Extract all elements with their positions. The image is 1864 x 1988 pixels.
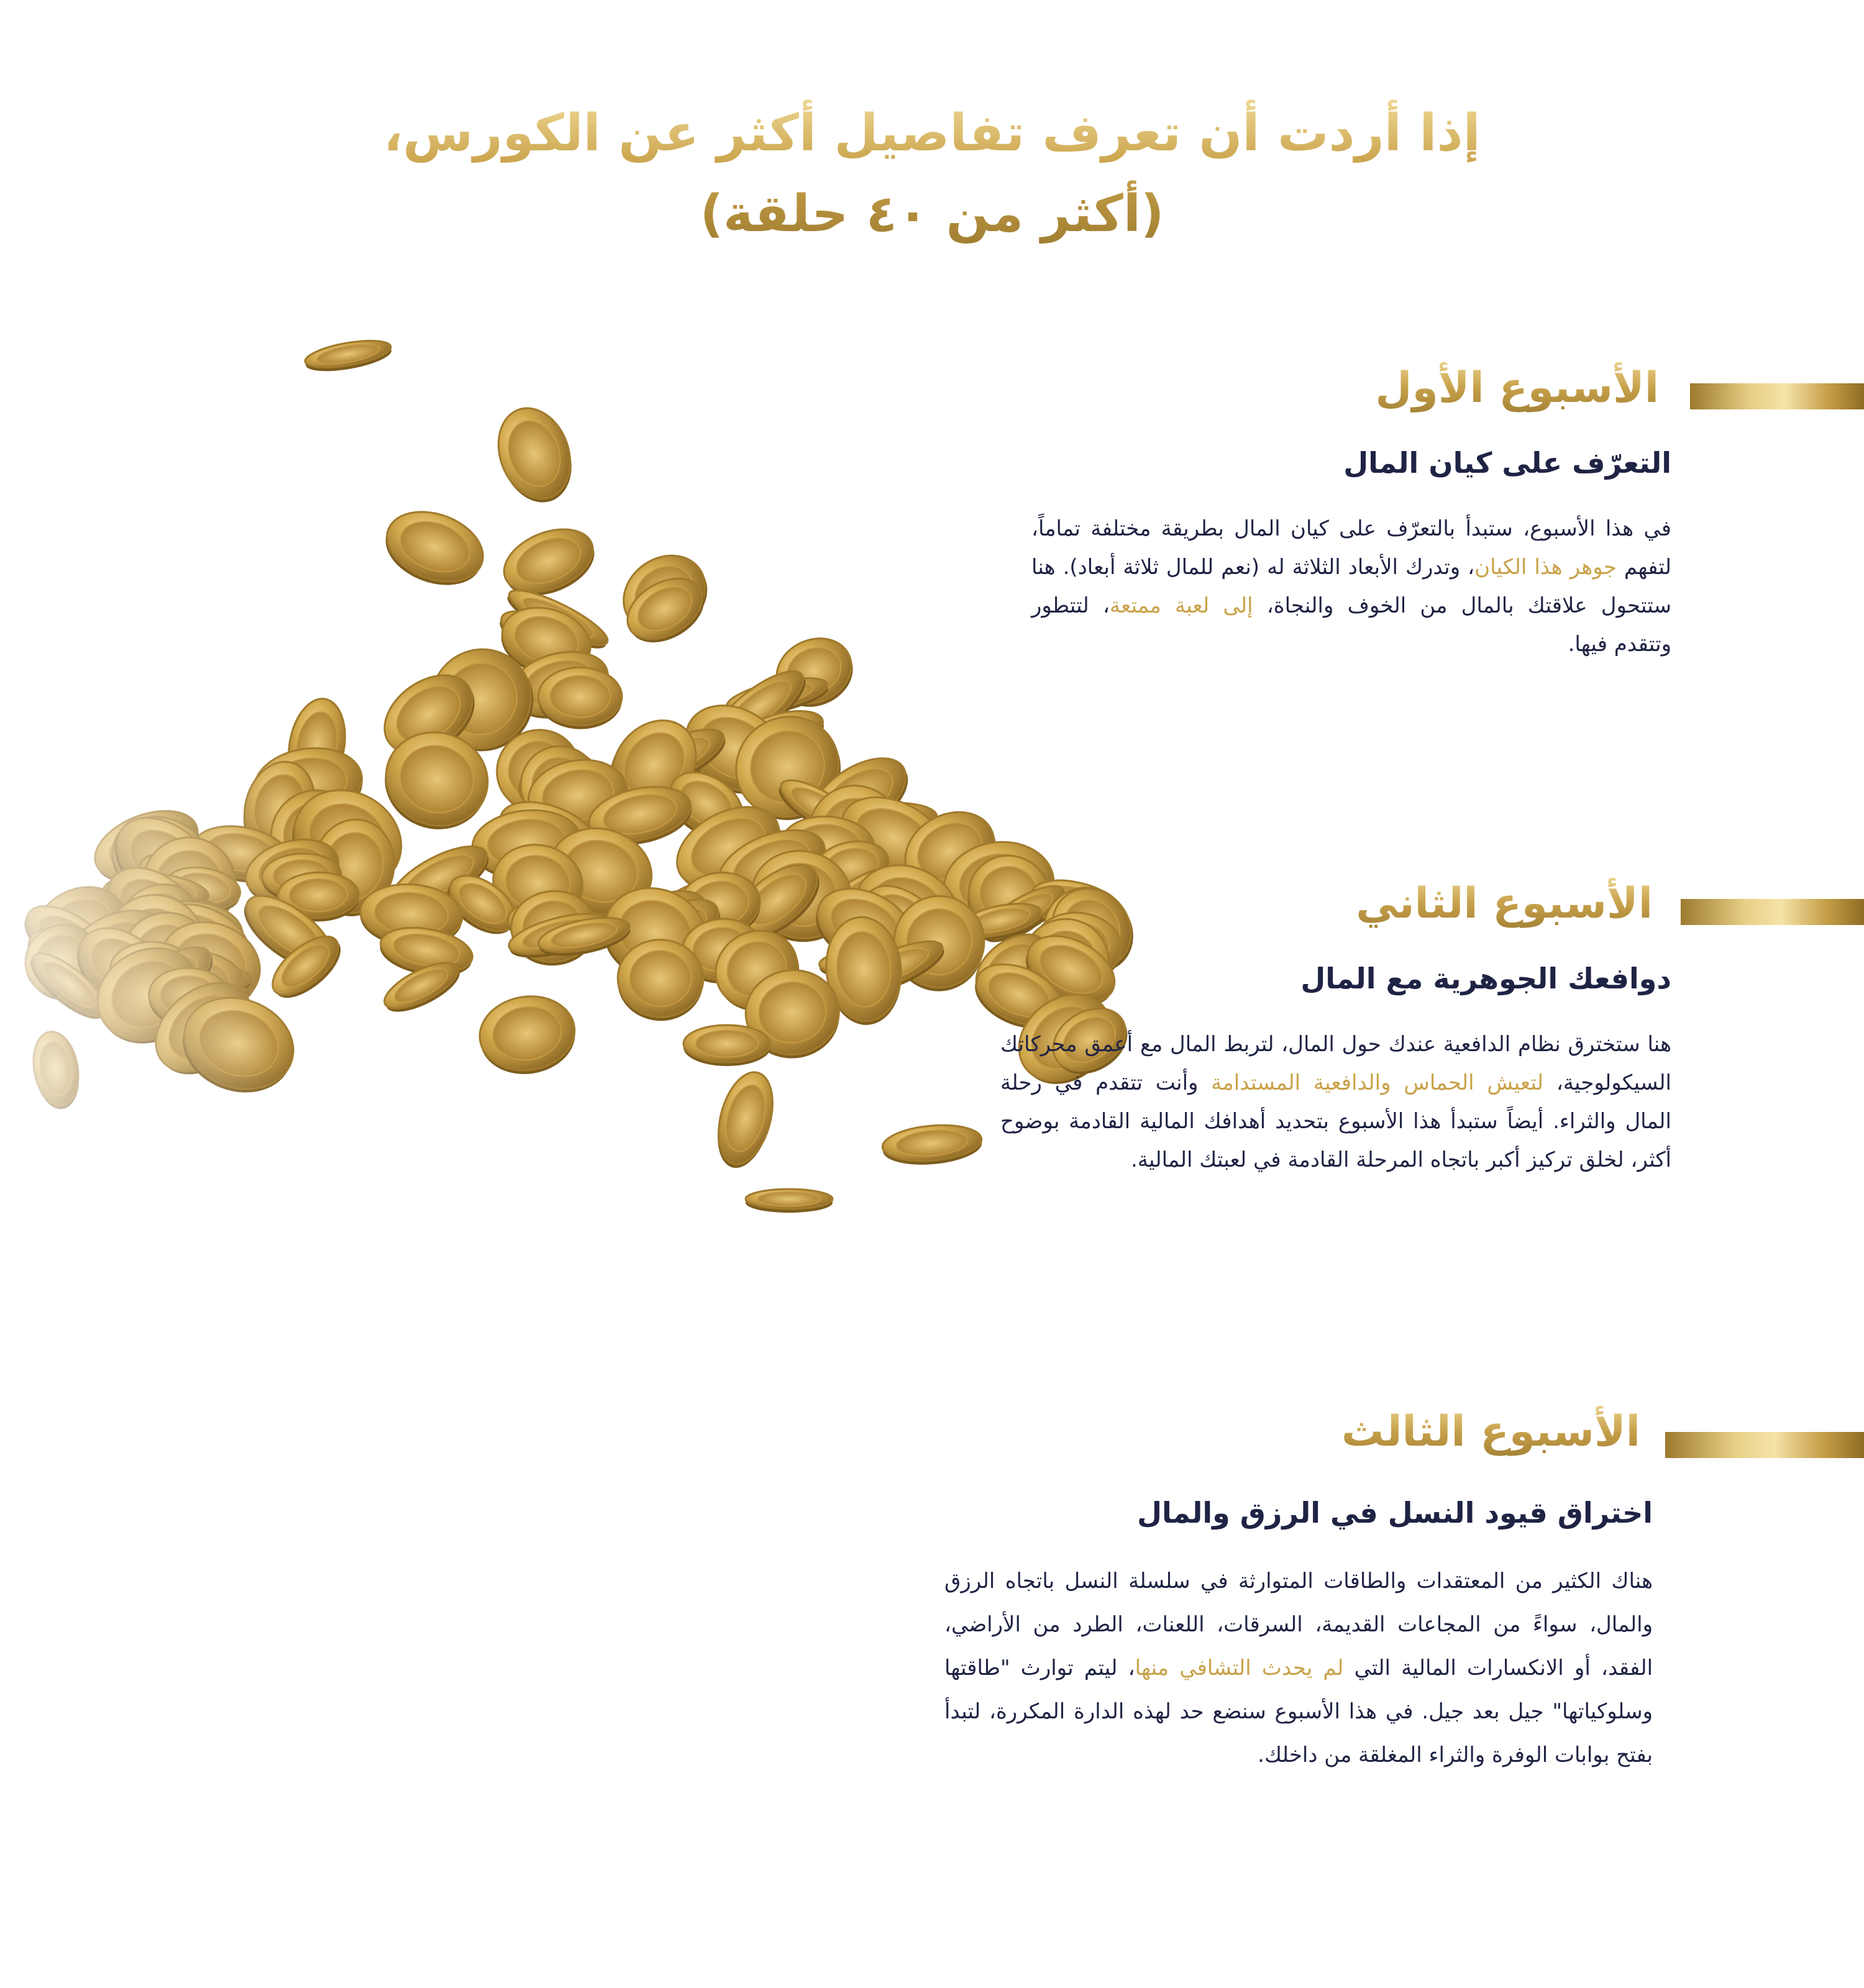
week-2-paragraph	[1000, 1025, 1671, 1179]
text-segment: هنا ستخترق نظام الدافعية عندك حول المال، لتربط المال مع أعمق محركاتك السيكولوجية،	[1000, 1032, 1671, 1095]
text-segment: ، ليتم توارث "طاقتها وسلوكياتها" جيل بعد جيل. في هذا الأسبوع سنضع حد لهذه الدارة المكررة، لتبدأ بفتح بوابات الوفرة والثراء المغلقة من داخلك.	[944, 1656, 1653, 1767]
heading-line-2: (أكثر من ٤٠ حلقة)	[700, 185, 1164, 244]
week-2-title: الأسبوع الثاني	[963, 876, 1653, 932]
week-2-gold-bar	[1681, 899, 1864, 925]
highlight-segment: جوهر هذا الكيان	[1474, 555, 1617, 580]
week-1-gold-bar	[1690, 383, 1864, 409]
week-3-title: الأسبوع الثالث	[963, 1404, 1640, 1460]
text-segment: ، لتتطور وتتقدم فيها.	[1031, 593, 1671, 657]
week-3-subtitle: اختراق قيود النسل في الرزق والمال	[1137, 1496, 1653, 1530]
page-heading	[249, 93, 1615, 255]
week-1-section	[963, 360, 1659, 416]
week-3-paragraph	[944, 1559, 1653, 1777]
highlight-segment: إلى لعبة ممتعة	[1109, 593, 1253, 618]
week-2-body	[1000, 957, 1671, 1179]
week-2-subtitle: دوافعك الجوهرية مع المال	[1300, 962, 1671, 995]
week-1-body	[1031, 441, 1671, 663]
week-1-title: الأسبوع الأول	[963, 360, 1659, 416]
highlight-segment: لتعيش الحماس والدافعية المستدامة	[1211, 1070, 1544, 1095]
text-segment: هناك الكثير من المعتقدات والطاقات المتوارثة في سلسلة النسل باتجاه الرزق والمال، سواءً من المجاعات القديمة، السرقات، اللعنات، الطرد من الأراضي، الفقد، أو الانكسارات المالية التي	[944, 1569, 1653, 1680]
week-1-paragraph	[1031, 509, 1671, 663]
heading-line-1: إذا أردت أن تعرف تفاصيل أكثر عن الكورس،	[383, 104, 1481, 163]
text-segment: وأنت تتقدم في رحلة المال والثراء. أيضاً ستبدأ هذا الأسبوع بتحديد أهدافك المالية القادمة بوضوح أكثر، لخلق تركيز أكبر باتجاه المرحلة القادمة في لعبتك المالية.	[1000, 1070, 1671, 1172]
week-1-subtitle: التعرّف على كيان المال	[1343, 446, 1671, 480]
highlight-segment: لم يحدث التشافي منها	[1135, 1656, 1344, 1680]
week-3-body	[944, 1491, 1653, 1777]
week-3-gold-bar	[1665, 1432, 1864, 1458]
week-3-section	[963, 1404, 1640, 1460]
week-2-section	[963, 876, 1653, 932]
text-segment: في هذا الأسبوع، ستبدأ بالتعرّف على كيان المال بطريقة مختلفة تماماً، لتفهم	[1031, 516, 1671, 580]
text-segment: ، وتدرك الأبعاد الثلاثة له (نعم للمال ثلاثة أبعاد). هنا ستتحول علاقتك بالمال من الخوف والنجاة،	[1031, 555, 1671, 618]
